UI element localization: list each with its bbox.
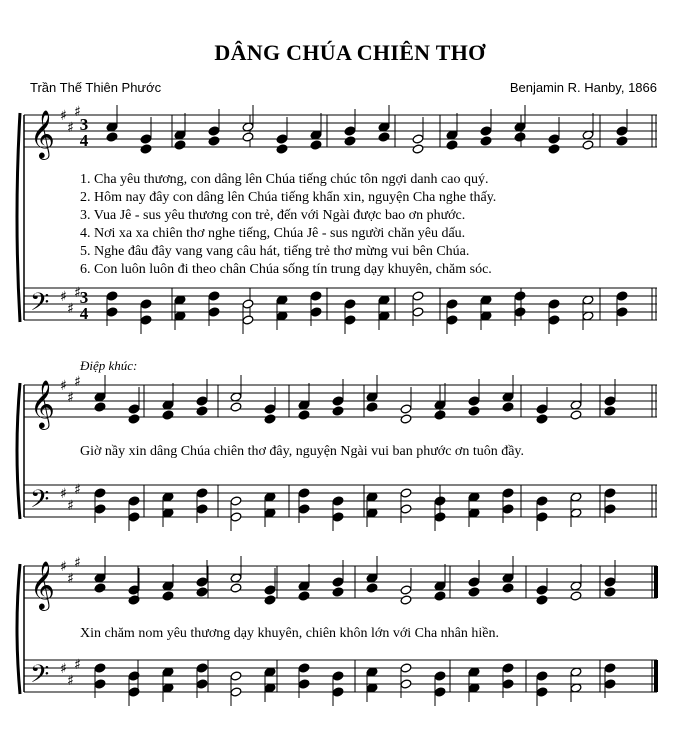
- note-head: [502, 679, 514, 689]
- note-head: [434, 591, 446, 601]
- note-head: [174, 140, 186, 150]
- note-head: [468, 396, 480, 406]
- note-head: [604, 504, 616, 514]
- note-head: [400, 504, 412, 514]
- sharp-icon: ♯: [60, 661, 67, 677]
- note-head: [94, 679, 106, 689]
- verse-line-2: 2. Hôm nay đây con dâng lên Chúa tiếng khẩn xin, nguyện Cha nghe thấy.: [80, 190, 497, 205]
- note-head: [106, 291, 118, 301]
- note-head: [378, 132, 390, 142]
- note-head: [582, 140, 594, 150]
- sharp-icon: ♯: [60, 289, 67, 305]
- verse-line-4: 4. Nơi xa xa chiên thơ nghe tiếng, Chúa Jê - sus người chăn yêu dấu.: [80, 226, 466, 241]
- note-head: [604, 587, 616, 597]
- note-head: [616, 136, 628, 146]
- note-head: [344, 315, 356, 325]
- note-head: [332, 496, 344, 506]
- note-head: [276, 144, 288, 154]
- note-head: [434, 512, 446, 522]
- note-head: [140, 134, 152, 144]
- sharp-icon: ♯: [67, 673, 74, 689]
- note-head: [264, 595, 276, 605]
- sharp-icon: ♯: [60, 378, 67, 394]
- note-head: [344, 299, 356, 309]
- note-head: [604, 406, 616, 416]
- note-head: [264, 404, 276, 414]
- note-head: [332, 687, 344, 697]
- note-head: [536, 687, 548, 697]
- note-head: [570, 591, 582, 601]
- note-head: [604, 577, 616, 587]
- note-head: [514, 307, 526, 317]
- note-head: [162, 410, 174, 420]
- note-head: [468, 577, 480, 587]
- note-head: [128, 404, 140, 414]
- note-head: [94, 402, 106, 412]
- note-head: [400, 595, 412, 605]
- note-head: [242, 315, 254, 325]
- note-head: [94, 663, 106, 673]
- note-head: [548, 315, 560, 325]
- note-head: [298, 663, 310, 673]
- note-head: [514, 132, 526, 142]
- note-head: [310, 307, 322, 317]
- note-head: [514, 291, 526, 301]
- note-head: [536, 585, 548, 595]
- sharp-icon: ♯: [67, 390, 74, 406]
- note-head: [400, 488, 412, 498]
- note-head: [332, 671, 344, 681]
- note-head: [548, 134, 560, 144]
- note-head: [604, 663, 616, 673]
- verse-line-6: 6. Con luôn luôn đi theo chân Chúa sống tín trung dạy khuyên, chăm sóc.: [80, 262, 492, 277]
- system-bracket: [17, 564, 20, 694]
- sharp-icon: ♯: [74, 104, 81, 120]
- note-head: [230, 583, 242, 593]
- note-head: [208, 291, 220, 301]
- note-head: [604, 679, 616, 689]
- lyricist-credit: Trần Thế Thiên Phước: [30, 80, 162, 95]
- note-head: [400, 414, 412, 424]
- note-head: [400, 679, 412, 689]
- note-head: [140, 299, 152, 309]
- note-head: [366, 402, 378, 412]
- note-head: [468, 406, 480, 416]
- note-head: [332, 512, 344, 522]
- note-head: [230, 496, 242, 506]
- sharp-icon: ♯: [74, 374, 81, 390]
- system-bracket: [17, 113, 20, 322]
- verse-line-3: 3. Vua Jê - sus yêu thương con trẻ, đến với Ngài được bao ơn phước.: [80, 208, 466, 223]
- note-head: [434, 496, 446, 506]
- note-head: [128, 512, 140, 522]
- note-head: [400, 585, 412, 595]
- note-head: [548, 299, 560, 309]
- verse-line-5: 5. Nghe đâu đây vang vang câu hát, tiếng trẻ thơ mừng vui bên Chúa.: [80, 244, 470, 259]
- note-head: [106, 307, 118, 317]
- note-head: [434, 687, 446, 697]
- note-head: [616, 126, 628, 136]
- note-head: [208, 136, 220, 146]
- note-head: [344, 136, 356, 146]
- note-head: [264, 414, 276, 424]
- composer-credit: Benjamin R. Hanby, 1866: [509, 80, 657, 95]
- time-signature-top: 3: [79, 115, 89, 134]
- note-head: [196, 679, 208, 689]
- sharp-icon: ♯: [67, 571, 74, 587]
- note-head: [298, 488, 310, 498]
- note-head: [502, 663, 514, 673]
- note-head: [604, 396, 616, 406]
- song-title: DÂNG CHÚA CHIÊN THƠ: [214, 40, 486, 65]
- note-head: [128, 414, 140, 424]
- verse-line-1: 1. Cha yêu thương, con dâng lên Chúa tiếng chúc tôn ngợi danh cao quý.: [80, 172, 489, 187]
- time-signature-bottom: 4: [79, 131, 89, 150]
- note-head: [616, 291, 628, 301]
- note-head: [276, 134, 288, 144]
- bass-clef-icon: 𝄢: [30, 485, 50, 520]
- note-head: [502, 504, 514, 514]
- note-head: [536, 595, 548, 605]
- note-head: [412, 134, 424, 144]
- note-head: [230, 671, 242, 681]
- note-head: [366, 583, 378, 593]
- note-head: [310, 140, 322, 150]
- note-head: [140, 315, 152, 325]
- sharp-icon: ♯: [67, 120, 74, 136]
- note-head: [298, 591, 310, 601]
- chorus-lyric-line-1: Giờ nầy xin dâng Chúa chiên thơ đây, nguyện Ngài vui ban phước ơn tuôn đầy.: [80, 444, 525, 459]
- sharp-icon: ♯: [67, 301, 74, 317]
- note-head: [196, 396, 208, 406]
- note-head: [536, 512, 548, 522]
- treble-clef-icon: 𝄞: [30, 379, 55, 428]
- sharp-icon: ♯: [67, 498, 74, 514]
- note-head: [502, 402, 514, 412]
- sharp-icon: ♯: [74, 482, 81, 498]
- system-bracket: [17, 383, 20, 519]
- note-head: [298, 410, 310, 420]
- note-head: [412, 291, 424, 301]
- note-head: [94, 488, 106, 498]
- note-head: [536, 496, 548, 506]
- note-head: [332, 587, 344, 597]
- note-head: [332, 577, 344, 587]
- note-head: [196, 406, 208, 416]
- note-head: [536, 414, 548, 424]
- note-head: [570, 410, 582, 420]
- time-signature-top: 3: [79, 288, 89, 307]
- note-head: [480, 126, 492, 136]
- note-head: [446, 299, 458, 309]
- note-head: [332, 406, 344, 416]
- chorus-label: Điệp khúc:: [80, 358, 138, 373]
- note-head: [502, 583, 514, 593]
- note-head: [128, 496, 140, 506]
- note-head: [242, 132, 254, 142]
- note-head: [344, 126, 356, 136]
- note-head: [196, 587, 208, 597]
- sharp-icon: ♯: [74, 555, 81, 571]
- note-head: [616, 307, 628, 317]
- note-head: [140, 144, 152, 154]
- note-head: [106, 132, 118, 142]
- sharp-icon: ♯: [60, 486, 67, 502]
- note-head: [434, 410, 446, 420]
- note-head: [310, 291, 322, 301]
- note-head: [196, 488, 208, 498]
- note-head: [434, 671, 446, 681]
- note-head: [400, 404, 412, 414]
- note-head: [536, 671, 548, 681]
- sharp-icon: ♯: [60, 559, 67, 575]
- bass-clef-icon: 𝄢: [30, 660, 50, 695]
- note-head: [548, 144, 560, 154]
- note-head: [208, 126, 220, 136]
- note-head: [332, 396, 344, 406]
- note-head: [412, 307, 424, 317]
- note-head: [400, 663, 412, 673]
- note-head: [242, 299, 254, 309]
- chorus-lyric-line-2: Xin chăm nom yêu thương dạy khuyên, chiên khôn lớn với Cha nhân hiền.: [80, 626, 500, 641]
- sharp-icon: ♯: [60, 108, 67, 124]
- note-head: [604, 488, 616, 498]
- time-signature-bottom: 4: [79, 304, 89, 323]
- note-head: [162, 591, 174, 601]
- note-head: [208, 307, 220, 317]
- note-head: [446, 140, 458, 150]
- bass-clef-icon: 𝄢: [30, 288, 50, 323]
- note-head: [298, 679, 310, 689]
- note-head: [94, 583, 106, 593]
- note-head: [502, 488, 514, 498]
- note-head: [230, 512, 242, 522]
- note-head: [468, 587, 480, 597]
- treble-clef-icon: 𝄞: [30, 560, 55, 609]
- note-head: [536, 404, 548, 414]
- treble-clef-icon: 𝄞: [30, 109, 55, 158]
- note-head: [412, 144, 424, 154]
- note-head: [264, 585, 276, 595]
- note-head: [196, 577, 208, 587]
- note-head: [298, 504, 310, 514]
- sharp-icon: ♯: [74, 657, 81, 673]
- note-head: [94, 504, 106, 514]
- note-head: [196, 663, 208, 673]
- note-head: [230, 402, 242, 412]
- note-head: [446, 315, 458, 325]
- sharp-icon: ♯: [74, 285, 81, 301]
- note-head: [480, 136, 492, 146]
- note-head: [230, 687, 242, 697]
- note-head: [196, 504, 208, 514]
